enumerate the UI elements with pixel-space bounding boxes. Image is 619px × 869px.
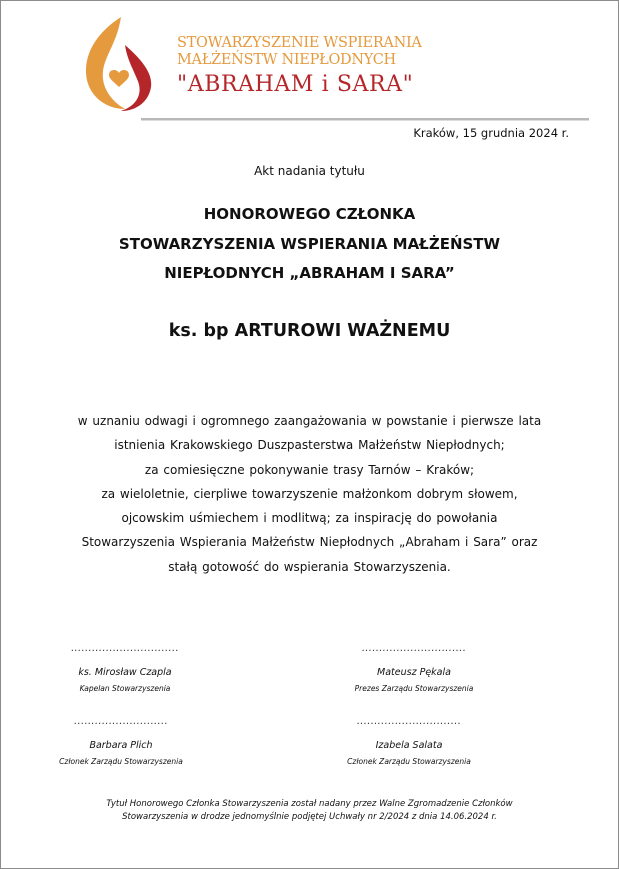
footer-note — [1, 798, 618, 824]
signatory-role: Członek Zarządu Stowarzyszenia — [347, 757, 471, 766]
org-name-line-3: "ABRAHAM i SARA" — [177, 72, 414, 97]
signature-block-chaplain — [25, 643, 225, 693]
signatory-role: Członek Zarządu Stowarzyszenia — [59, 757, 183, 766]
signature-block-member-2 — [309, 716, 509, 766]
flame-heart-logo-icon — [81, 15, 157, 113]
signatory-role: Prezes Zarządu Stowarzyszenia — [354, 684, 474, 693]
header-divider — [141, 118, 589, 121]
citation-line: w uznaniu odwagi i ogromnego zaangażowania w powstanie i pierwsze lata — [77, 414, 542, 428]
signature-line: .............................. — [356, 716, 462, 727]
honorary-title — [1, 200, 618, 289]
citation-line: stałą gotowość do wspierania Stowarzyszenia. — [168, 559, 451, 574]
signatory-name: ks. Mirosław Czapla — [78, 667, 172, 678]
citation-line: za wieloletnie, cierpliwe towarzyszenie małżonkom dobrym słowem, — [101, 486, 518, 501]
citation-line: istnienia Krakowskiego Duszpasterstwa Małżeństw Niepłodnych; — [114, 438, 505, 453]
document-date: Kraków, 15 grudnia 2024 r. — [413, 126, 569, 140]
title-line: NIEPŁODNYCH „ABRAHAM I SARA” — [164, 264, 455, 282]
footer-line: Tytuł Honorowego Członka Stowarzyszenia został nadany przez Walne Zgromadzenie Członków — [106, 799, 513, 809]
title-line: STOWARZYSZENIA WSPIERANIA MAŁŻEŃSTW — [118, 234, 501, 253]
organization-name — [177, 35, 422, 99]
signature-line: ............................... — [71, 643, 179, 654]
citation-line: za comiesięczne pokonywanie trasy Tarnów – Kraków; — [144, 462, 475, 477]
citation-text — [1, 409, 618, 579]
signatory-role: Kapelan Stowarzyszenia — [79, 684, 171, 693]
signatory-name: Barbara Plich — [89, 740, 153, 751]
act-label: Akt nadania tytułu — [254, 164, 365, 178]
signature-block-president — [314, 643, 514, 693]
signatory-name: Mateusz Pękala — [377, 667, 451, 678]
title-line: HONOROWEGO CZŁONKA — [203, 205, 416, 223]
footer-line: Stowarzyszenia w drodze jednomyślnie podjętej Uchwały nr 2/2024 z dnia 14.06.2024 r. — [122, 812, 497, 822]
signature-line: .............................. — [361, 643, 467, 654]
org-name-line-1: STOWARZYSZENIE WSPIERANIA — [177, 35, 422, 51]
recipient-name: ks. bp ARTUROWI WAŻNEMU — [168, 321, 451, 341]
signature-line: ........................... — [74, 716, 168, 727]
citation-line: ojcowskim uśmiechem i modlitwą; za inspirację do powołania — [121, 511, 498, 526]
org-name-line-2: MAŁŻEŃSTW NIEPŁODNYCH — [177, 52, 396, 68]
signature-block-member-1 — [21, 716, 221, 766]
citation-line: Stowarzyszenia Wspierania Małżeństw Niepłodnych „Abraham i Sara” oraz — [81, 535, 538, 550]
signatory-name: Izabela Salata — [375, 740, 443, 751]
